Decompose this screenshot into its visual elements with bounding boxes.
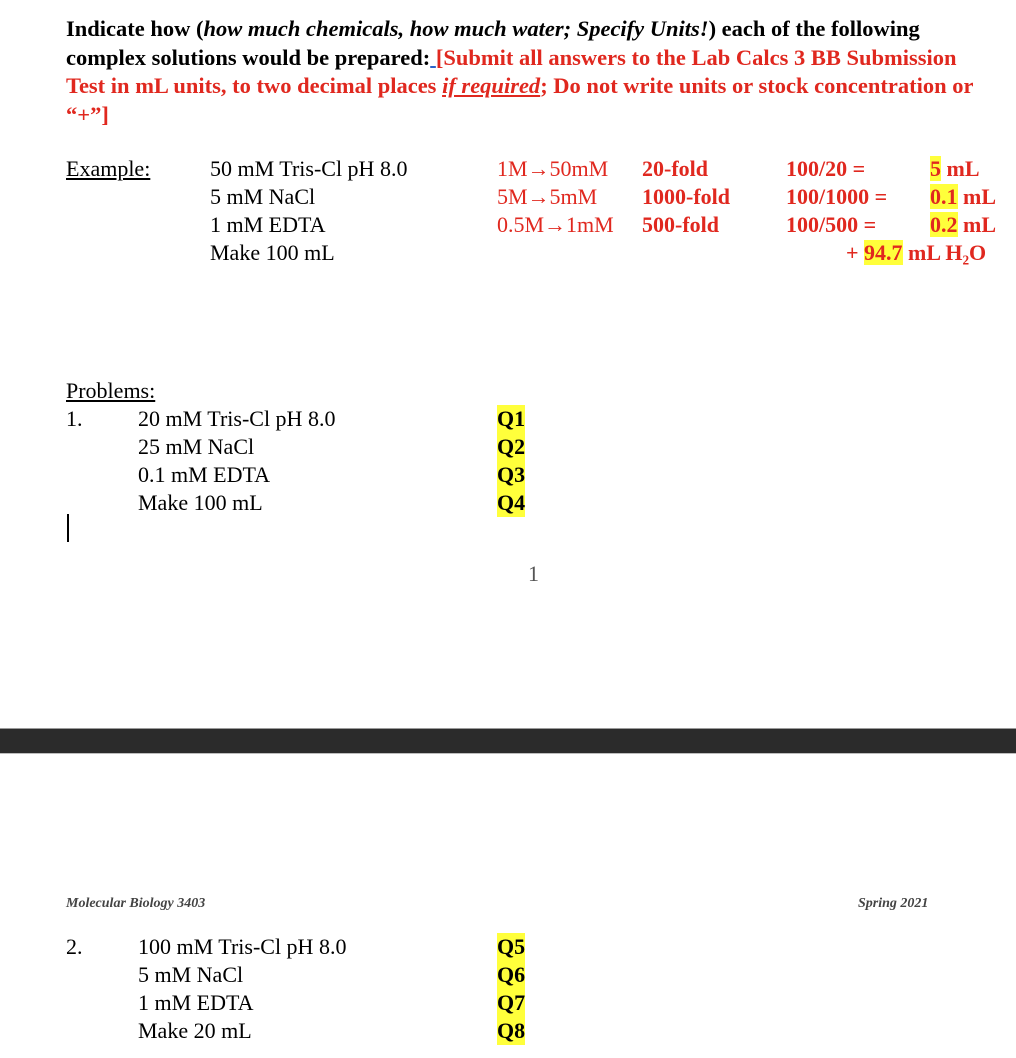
result-value: 0.2 [930, 212, 958, 237]
example-fold: 1000-fold [642, 184, 730, 209]
example-conversion: 5M→5mM [497, 184, 598, 209]
water-unit: mL H₂O [902, 240, 987, 265]
example-fold: 20-fold [642, 156, 708, 181]
answer-q2: Q2 [497, 434, 526, 459]
example-division: 100/1000 = [786, 184, 888, 209]
submission-note-emphasis: if required [442, 73, 541, 98]
answer-q5: Q5 [497, 934, 526, 959]
answer-q8: Q8 [497, 1018, 526, 1043]
problem2-component: 5 mM NaCl [138, 962, 244, 987]
problem-number: 1. [66, 406, 83, 431]
example-division: 100/20 = [786, 156, 866, 181]
instructions-text-1: Indicate how ( [66, 16, 204, 41]
problem1-component: 0.1 mM EDTA [138, 462, 271, 487]
example-division: 100/500 = [786, 212, 877, 237]
result-unit: mL [941, 156, 980, 181]
result-value: 0.1 [930, 184, 958, 209]
answer-q3: Q3 [497, 462, 526, 487]
answer-q7: Q7 [497, 990, 526, 1015]
example-component: Make 100 mL [210, 240, 335, 265]
example-result [930, 155, 980, 183]
result-unit: mL [957, 212, 996, 237]
example-label: Example: [66, 156, 151, 181]
example-result [930, 183, 996, 211]
answer-q1: Q1 [497, 406, 526, 431]
example-result [930, 211, 996, 239]
result-unit: mL [957, 184, 996, 209]
instructions-heading [66, 15, 996, 129]
problem1-component: 25 mM NaCl [138, 434, 255, 459]
problem-number: 2. [66, 934, 83, 959]
submission-note: [Submit all answers to the Lab Calcs 3 BB Submission Test in mL units, to two decimal places [66, 44, 957, 98]
example-water [846, 239, 986, 267]
instructions-text-2: ) each of the following complex solutions would be prepared: [66, 16, 920, 70]
answer-q6: Q6 [497, 962, 526, 987]
example-conversion: 0.5M→1mM [497, 212, 614, 237]
problem1-component: 20 mM Tris-Cl pH 8.0 [138, 406, 336, 431]
example-conversion: 1M→50mM [497, 156, 609, 181]
water-value: 94.7 [864, 240, 903, 265]
answer-q4: Q4 [497, 490, 526, 515]
page-break [0, 728, 1016, 754]
submission-note-end: ; Do not write units or stock concentration or “+”] [66, 73, 974, 127]
problem2-component: 1 mM EDTA [138, 990, 254, 1015]
problem2-component: Make 20 mL [138, 1018, 252, 1043]
page-number: 1 [528, 561, 539, 586]
text-cursor [67, 514, 69, 542]
instructions-emphasis: how much chemicals, how much water; Specify Units! [203, 16, 709, 41]
result-value: 5 [930, 156, 941, 181]
footer-term: Spring 2021 [858, 896, 929, 911]
water-prefix: + [846, 240, 865, 265]
footer-course: Molecular Biology 3403 [66, 896, 206, 911]
example-fold: 500-fold [642, 212, 719, 237]
example-component: 50 mM Tris-Cl pH 8.0 [210, 156, 408, 181]
example-component: 1 mM EDTA [210, 212, 326, 237]
problem2-component: 100 mM Tris-Cl pH 8.0 [138, 934, 347, 959]
problem1-component: Make 100 mL [138, 490, 263, 515]
problems-label: Problems: [66, 378, 156, 403]
example-component: 5 mM NaCl [210, 184, 316, 209]
